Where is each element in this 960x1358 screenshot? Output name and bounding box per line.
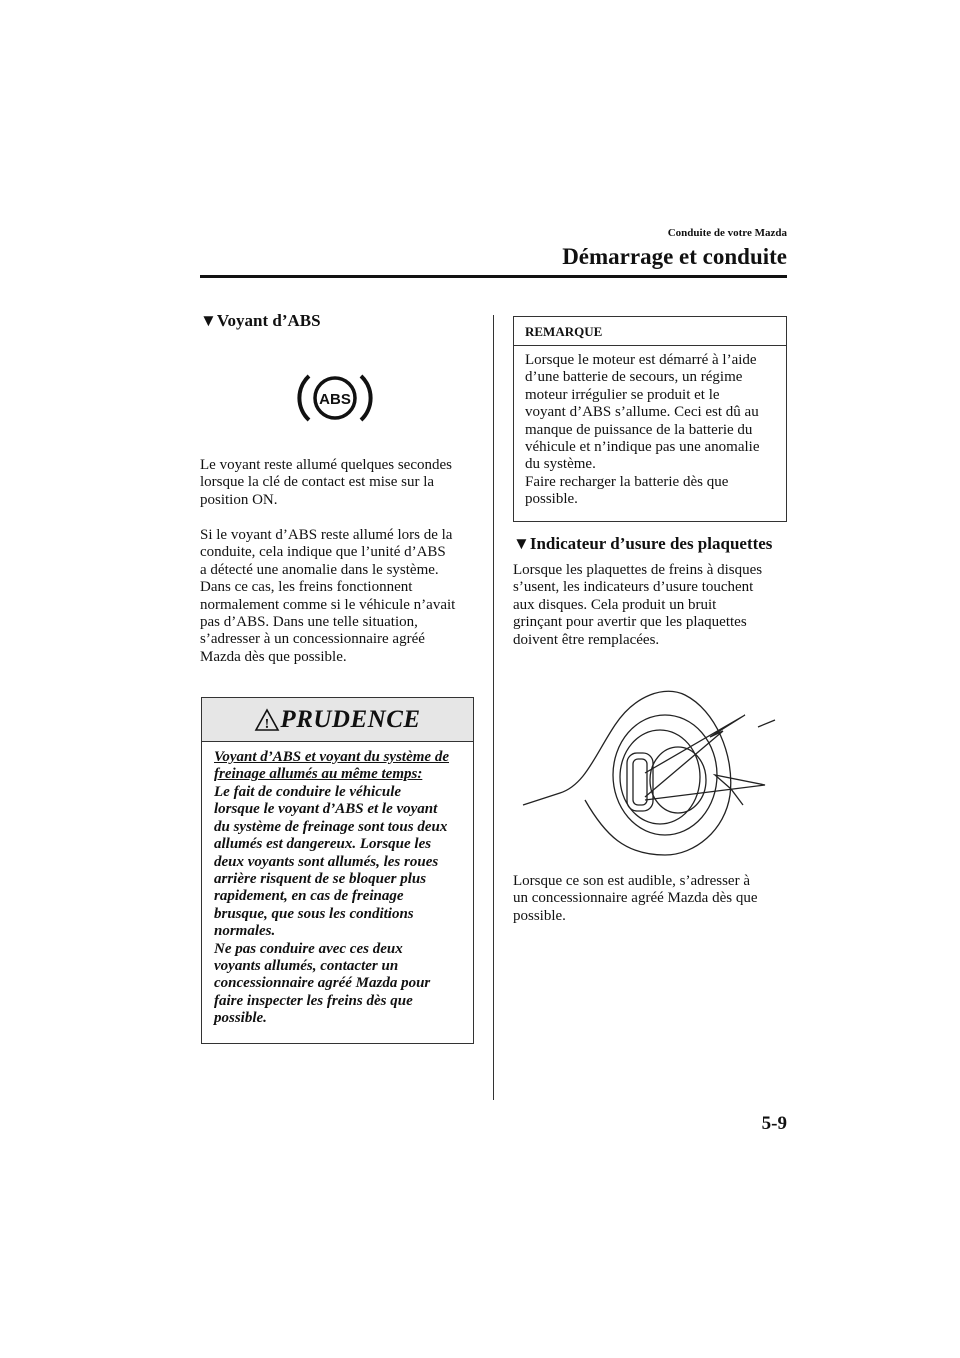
text-line: pas d’ABS. Dans une telle situation,	[200, 614, 418, 631]
text-line: possible.	[214, 1010, 267, 1027]
text-line: Lorsque le moteur est démarré à l’aide	[525, 352, 757, 368]
abs-warning-icon	[295, 370, 375, 426]
text-line: d’une batterie de secours, un régime	[525, 369, 743, 386]
text-line: position ON.	[200, 491, 278, 508]
text-line: s’usent, les indicateurs d’usure touchent	[513, 579, 754, 596]
text-line: Ne pas conduire avec ces deux	[214, 940, 403, 957]
text-line: du système.	[525, 456, 596, 473]
note-box	[513, 316, 787, 522]
paragraph-brake-wear	[513, 562, 762, 649]
text-line: normales.	[214, 923, 276, 940]
header-rule	[200, 275, 787, 278]
heading-brake-wear: ▼Indicateur d’usure des plaquettes	[513, 534, 773, 553]
caution-title: PRUDENCE	[280, 705, 421, 733]
text-line: rapidement, en cas de freinage	[214, 888, 404, 905]
text-line: normalement comme si le véhicule n’avait	[200, 596, 456, 613]
column-divider	[493, 315, 494, 1100]
text-line: brusque, que sous les conditions	[214, 905, 414, 922]
text-line: un concessionnaire agréé Mazda dès que	[513, 890, 758, 907]
note-title: REMARQUE	[525, 324, 603, 339]
text-line: Le fait de conduire le véhicule	[214, 784, 402, 800]
text-line: conduite, cela indique que l’unité d’ABS	[200, 544, 446, 561]
paragraph-abs-1	[200, 457, 452, 509]
page-number: 5-9	[761, 1113, 787, 1134]
text-line: Voyant d’ABS et voyant du système de	[214, 749, 449, 765]
text-line: arrière risquent de se bloquer plus	[214, 871, 427, 888]
text-line: possible.	[525, 491, 578, 508]
warning-triangle-icon	[254, 708, 280, 732]
caution-subtitle	[214, 749, 449, 784]
text-line: voyants allumés, contacter un	[214, 958, 399, 975]
text-line: Lorsque les plaquettes de freins à disques	[513, 562, 763, 578]
triangle-down-icon: ▼	[513, 534, 530, 553]
text-line: doivent être remplacées.	[513, 631, 660, 648]
text-line: lorsque le voyant d’ABS et le voyant	[214, 801, 438, 818]
text-line: Faire recharger la batterie dès que	[525, 473, 729, 490]
caution-header	[202, 698, 473, 742]
caution-box	[201, 697, 474, 1044]
heading-voyant-abs: ▼Voyant d’ABS	[200, 311, 321, 330]
text-line: Le voyant reste allumé quelques secondes	[200, 457, 452, 473]
text-line: freinage allumés au même temps:	[214, 766, 423, 783]
triangle-down-icon: ▼	[200, 311, 217, 330]
text-line: possible.	[513, 907, 566, 924]
text-line: Si le voyant d’ABS reste allumé lors de la	[200, 527, 453, 543]
text-line: moteur irrégulier se produit et le	[525, 386, 720, 403]
brake-pad-wear-illustration	[515, 665, 790, 865]
text-line: Lorsque ce son est audible, s’adresser à	[513, 873, 750, 889]
svg-text:!: !	[265, 716, 270, 732]
text-line: Dans ce cas, les freins fonctionnent	[200, 579, 413, 596]
abs-icon-label: ABS	[319, 391, 351, 408]
text-line: s’adresser à un concessionnaire agréé	[200, 631, 425, 648]
text-line: manque de puissance de la batterie du	[525, 421, 753, 438]
paragraph-contact-dealer	[513, 873, 757, 925]
text-line: allumés est dangereux. Lorsque les	[214, 836, 432, 853]
section-name: Conduite de votre Mazda	[667, 227, 787, 239]
text-line: Mazda dès que possible.	[200, 648, 347, 665]
paragraph-abs-2	[200, 527, 455, 666]
text-line: du système de freinage sont tous deux	[214, 818, 448, 835]
caution-body	[214, 784, 447, 1028]
text-line: lorsque la clé de contact est mise sur la	[200, 474, 435, 491]
text-line: deux voyants sont allumés, les roues	[214, 853, 439, 870]
text-line: aux disques. Cela produit un bruit	[513, 596, 717, 613]
text-line: a détecté une anomalie dans le système.	[200, 561, 439, 578]
text-line: véhicule et n’indique pas une anomalie	[525, 439, 760, 456]
note-body	[525, 352, 760, 509]
text-line: concessionnaire agréé Mazda pour	[214, 975, 431, 992]
text-line: voyant d’ABS s’allume. Ceci est dû au	[525, 404, 759, 421]
text-line: grinçant pour avertir que les plaquettes	[513, 614, 747, 631]
text-line: faire inspecter les freins dès que	[214, 992, 413, 1009]
chapter-title: Démarrage et conduite	[562, 244, 787, 269]
